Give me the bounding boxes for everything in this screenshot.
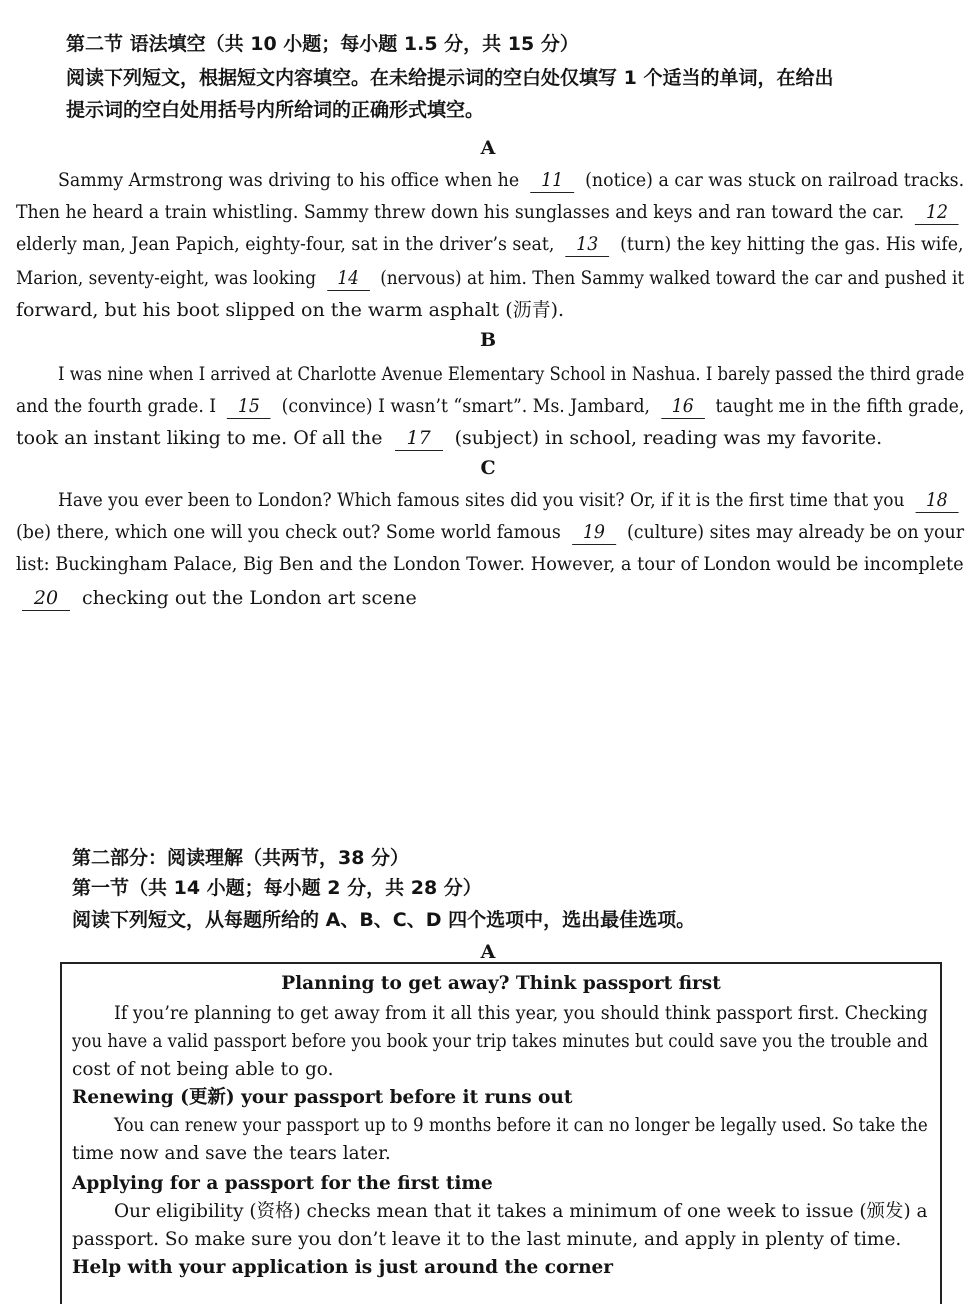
passage-line <box>16 394 964 419</box>
passage-text: (convince) I wasn’t “smart”. Ms. Jambard, <box>276 395 656 417</box>
passage-text: (be) there, which one will you check out? Some world famous <box>16 521 567 543</box>
article-subheading: Applying for a passport for the first time <box>72 1173 493 1194</box>
passage-text: Marion, seventy-eight, was looking <box>16 267 322 289</box>
part-two-instructions: 阅读下列短文，从每题所给的 A、B、C、D 四个选项中，选出最佳选项。 <box>72 909 696 931</box>
answer-blank[interactable]: 17 <box>395 426 443 451</box>
passage-line <box>16 200 964 225</box>
article-paragraph-line: you have a valid passport before you book your trip takes minutes but could save you the trouble and <box>72 1031 928 1052</box>
passage-line <box>16 232 964 257</box>
passage-text: checking out the London art scene <box>76 587 417 609</box>
passage-text: (turn) the key hitting the gas. His wife, <box>614 233 964 255</box>
passage-text: elderly man, Jean Papich, eighty-four, sat in the driver’s seat, <box>16 233 560 255</box>
answer-blank[interactable]: 20 <box>22 586 70 611</box>
passage-text: taught me in the fifth grade, <box>710 395 965 417</box>
answer-blank[interactable]: 12 <box>915 200 959 225</box>
passport-article-box <box>60 962 942 1304</box>
answer-blank[interactable]: 11 <box>530 168 574 193</box>
passage-line <box>16 426 882 451</box>
article-paragraph-line: passport. So make sure you don’t leave it to the last minute, and apply in plenty of time. <box>72 1229 902 1250</box>
section-two-title: 第二节 语法填空（共 10 小题；每小题 1.5 分，共 15 分） <box>66 33 579 55</box>
instructions-line-1: 阅读下列短文，根据短文内容填空。在未给提示词的空白处仅填写 1 个适当的单词，在给出 <box>66 67 834 89</box>
article-paragraph-line: cost of not being able to go. <box>72 1059 334 1080</box>
passage-line <box>16 298 564 322</box>
passage-line <box>58 488 964 513</box>
passage-line <box>16 552 964 576</box>
article-paragraph-line: Our eligibility (资格) checks mean that it takes a minimum of one week to issue (颁发) a <box>114 1201 928 1222</box>
passage-line <box>16 586 417 611</box>
reading-a-label: A <box>480 941 496 963</box>
passage-text: (nervous) at him. Then Sammy walked toward the car and pushed it <box>374 267 965 289</box>
passage-a-label: A <box>480 137 496 159</box>
passage-text: (notice) a car was stuck on railroad tracks. <box>579 169 965 191</box>
passage-text: I was nine when I arrived at Charlotte Avenue Elementary School in Nashua. I barely passed the third grade <box>58 363 965 385</box>
article-paragraph-line: You can renew your passport up to 9 months before it can no longer be legally used. So take the <box>114 1115 928 1136</box>
article-title: Planning to get away? Think passport first <box>281 973 721 994</box>
answer-blank[interactable]: 15 <box>227 394 271 419</box>
article-subheading: Renewing (更新) your passport before it runs out <box>72 1087 573 1108</box>
passage-text: took an instant liking to me. Of all the <box>16 427 389 449</box>
passage-line <box>58 362 964 386</box>
article-paragraph-line: time now and save the tears later. <box>72 1143 391 1164</box>
passage-text: and the fourth grade. I <box>16 395 222 417</box>
part-two-section-one: 第一节（共 14 小题；每小题 2 分，共 28 分） <box>72 877 482 899</box>
answer-blank[interactable]: 13 <box>565 232 609 257</box>
passage-line <box>58 168 964 193</box>
passage-text: forward, but his boot slipped on the warm asphalt (沥青). <box>16 299 565 321</box>
passage-text: Then he heard a train whistling. Sammy threw down his sunglasses and keys and ran toward the car. <box>16 201 910 223</box>
article-paragraph-line: If you’re planning to get away from it all this year, you should think passport first. Checking <box>114 1003 928 1024</box>
passage-c-label: C <box>480 457 496 479</box>
part-two-title: 第二部分：阅读理解（共两节，38 分） <box>72 847 410 869</box>
passage-text: list: Buckingham Palace, Big Ben and the London Tower. However, a tour of London would be incomplete <box>16 553 964 575</box>
answer-blank[interactable]: 14 <box>327 266 370 291</box>
passage-text: Sammy Armstrong was driving to his office when he <box>58 169 525 191</box>
passage-line <box>16 266 964 291</box>
article-subheading: Help with your application is just around the corner <box>72 1257 614 1278</box>
answer-blank[interactable]: 18 <box>915 488 958 513</box>
passage-line <box>16 520 964 545</box>
answer-blank[interactable]: 16 <box>661 394 705 419</box>
passage-text: (culture) sites may already be on your <box>621 521 965 543</box>
answer-blank[interactable]: 19 <box>572 520 616 545</box>
passage-b-label: B <box>479 329 497 351</box>
passage-text: (subject) in school, reading was my favorite. <box>448 427 883 449</box>
passage-text: Have you ever been to London? Which famous sites did you visit? Or, if it is the first time that you <box>58 489 910 511</box>
instructions-line-2: 提示词的空白处用括号内所给词的正确形式填空。 <box>66 99 485 121</box>
